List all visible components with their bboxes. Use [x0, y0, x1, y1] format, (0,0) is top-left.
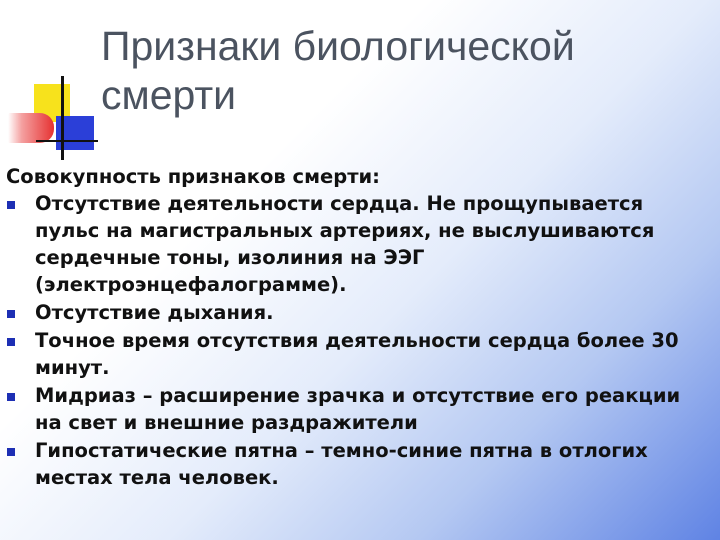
list-item	[6, 190, 712, 298]
square-bullet-icon	[7, 448, 15, 456]
slide-title	[101, 22, 701, 120]
square-bullet-icon	[7, 310, 15, 318]
title-line-2: смерти	[101, 72, 237, 118]
list-item-text: Отсутствие дыхания.	[35, 301, 274, 324]
square-bullet-icon	[7, 393, 15, 401]
list-item-text: Отсутствие деятельности сердца. Не прощупывается пульс на магистральных артериях, не выслушиваются сердечные тоны, изолиния на ЭЭГ (электроэнцефалограмме).	[35, 192, 655, 296]
list-item-text: Гипостатические пятна – темно-синие пятна в отлогих местах тела человек.	[35, 439, 648, 489]
logo-horizontal-line	[36, 140, 98, 142]
color-squares-logo	[0, 0, 110, 170]
list-item	[6, 437, 712, 491]
title-line-1: Признаки биологической	[101, 23, 575, 69]
list-item	[6, 382, 712, 436]
intro-text: Совокупность признаков смерти:	[6, 165, 380, 188]
list-item-text: Точное время отсутствия деятельности сердца более 30 минут.	[35, 329, 679, 379]
logo-vertical-line	[61, 76, 64, 160]
slide-body	[6, 163, 712, 492]
list-item	[6, 299, 712, 326]
square-bullet-icon	[7, 201, 15, 209]
square-bullet-icon	[7, 338, 15, 346]
bullet-list	[6, 190, 712, 491]
list-item-text: Мидриаз – расширение зрачка и отсутствие его реакции на свет и внешние раздражители	[35, 384, 681, 434]
list-item	[6, 327, 712, 381]
red-square	[8, 113, 54, 143]
